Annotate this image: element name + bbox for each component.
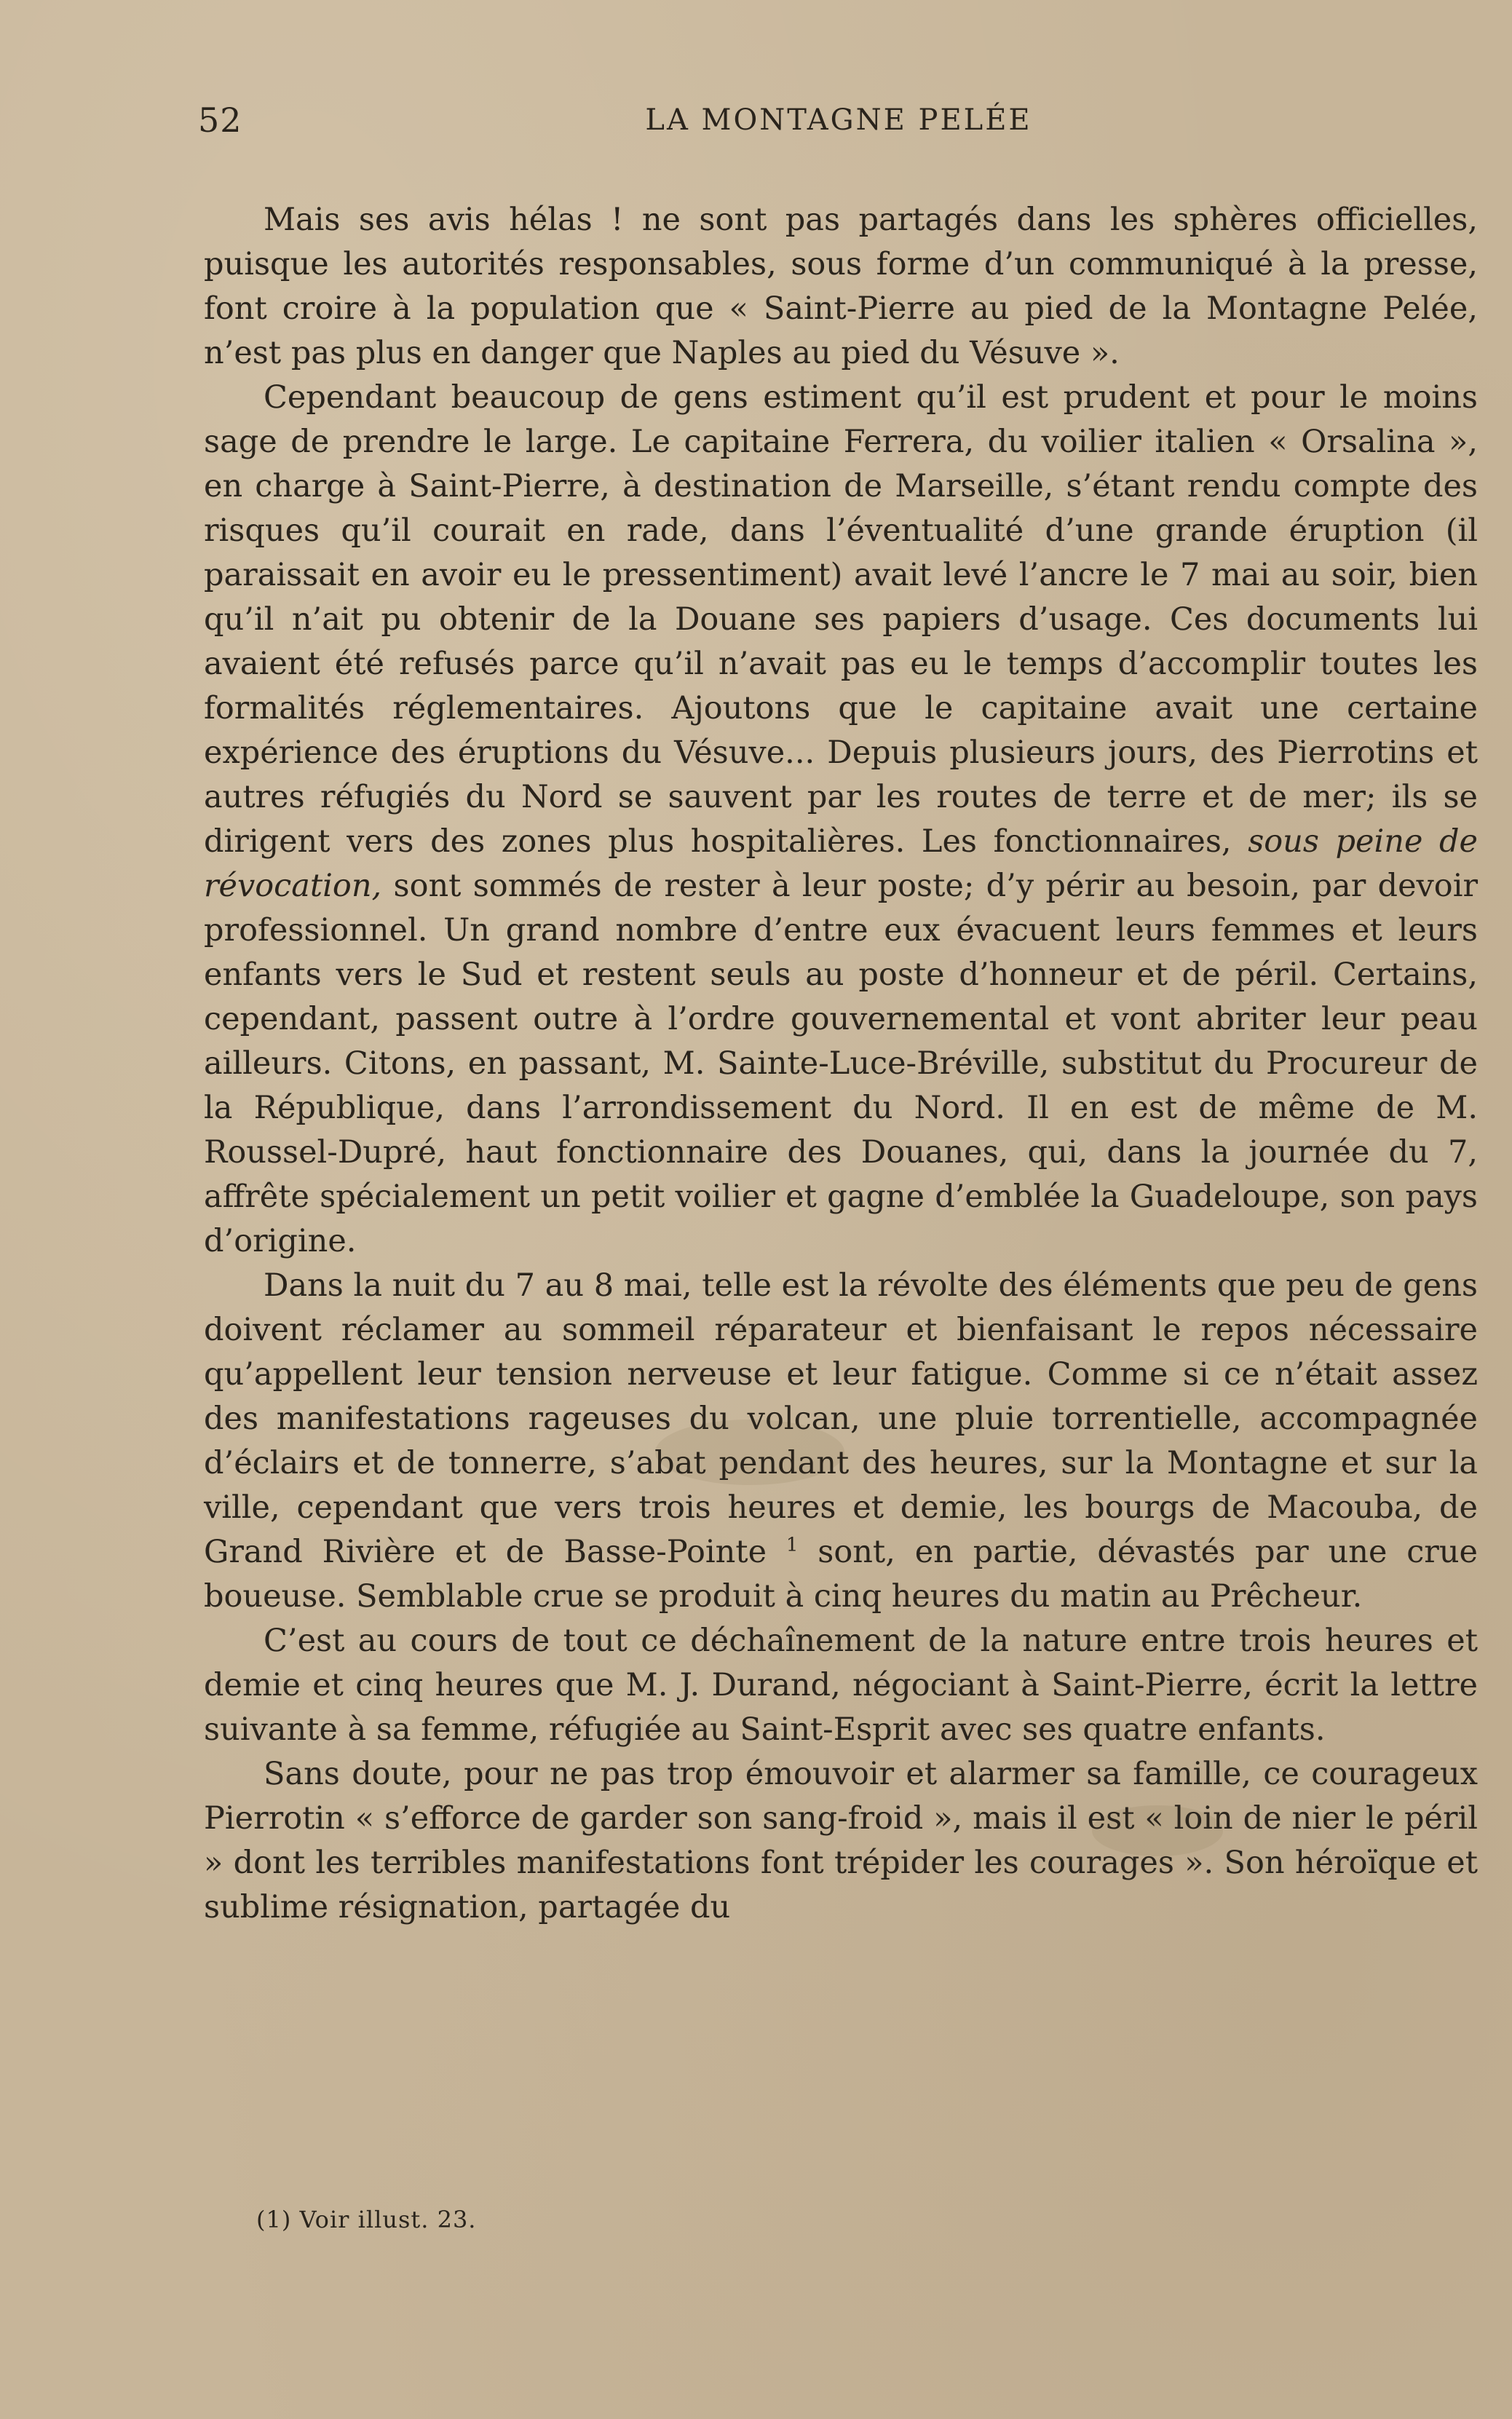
footnote-reference: 1: [785, 1534, 799, 1556]
body-text: [204, 198, 1478, 1930]
paragraph-text: Dans la nuit du 7 au 8 mai, telle est la révolte des éléments que peu de gens doivent réclamer au sommeil réparateur et bienfaisant le repos nécessaire qu’appellent leur tension nerveuse et leur fatigue. Comme si ce n’était assez des manifestations rageuses du volcan, une pluie torrentielle, accompagnée d’éclairs et de tonnerre, s’abat pendant des heures, sur la Montagne et sur la ville, cependant que vers trois heures et demie, les bourgs de Macouba, de Grand Rivière et de Basse-Pointe: [204, 1267, 1478, 1570]
paragraph: Mais ses avis hélas ! ne sont pas partagés dans les sphères officielles, puisque les autorités responsables, sous forme d’un communiqué à la presse, font croire à la population que « Saint-Pierre au pied de la Montagne Pelée, n’est pas plus en danger que Naples au pied du Vésuve ».: [204, 202, 1478, 371]
footnote: (1) Voir illust. 23.: [256, 2206, 477, 2233]
paragraph: [204, 1264, 1478, 1619]
paragraph: Sans doute, pour ne pas trop émouvoir et alarmer sa famille, ce courageux Pierrotin « s’efforce de garder son sang-froid », mais il est « loin de nier le péril » dont les terribles manifestations font trépider les courages ». Son héroïque et sublime résignation, partagée du: [204, 1756, 1478, 1925]
paragraph-text: Cependant beaucoup de gens estiment qu’il est prudent et pour le moins sage de prendre le large. Le capitaine Ferrera, du voilier italien « Orsalina », en charge à Saint-Pierre, à destination de Marseille, s’étant rendu compte des risques qu’il courait en rade, dans l’éventualité d’une grande éruption (il paraissait en avoir eu le pressentiment) avait levé l’ancre le 7 mai au soir, bien qu’il n’ait pu obtenir de la Douane ses papiers d’usage. Ces documents lui avaient été refusés parce qu’il n’avait pas eu le temps d’accomplir toutes les formalités réglementaires. Ajoutons que le capitaine avait une certaine expérience des éruptions du Vésuve... Depuis plusieurs jours, des Pierrotins et autres réfugiés du Nord se sauvent par les routes de terre et de mer; ils se dirigent vers des zones plus hospitalières. Les fonctionnaires,: [204, 379, 1478, 860]
paragraph: C’est au cours de tout ce déchaînement de la nature entre trois heures et demie et cinq heures que M. J. Durand, négociant à Saint-Pierre, écrit la lettre suivante à sa femme, réfugiée au Saint-Esprit avec ses quatre enfants.: [204, 1623, 1478, 1748]
paragraph-text: sont, en partie, dévastés par une crue boueuse. Semblable crue se produit à cinq heures du matin au Prêcheur.: [204, 1534, 1479, 1615]
paragraph-text: sont sommés de rester à leur poste; d’y périr au besoin, par devoir professionnel. Un grand nombre d’entre eux évacuent leurs femmes et leurs enfants vers le Sud et restent seuls au poste d’honneur et de péril. Certains, cependant, passent outre à l’ordre gouvernemental et vont abriter leur peau ailleurs. Citons, en passant, M. Sainte-Luce-Bréville, substitut du Procureur de la République, dans l’arrondissement du Nord. Il en est de même de M. Roussel-Dupré, haut fonctionnaire des Douanes, qui, dans la journée du 7, affrête spécialement un petit voilier et gagne d’emblée la Guadeloupe, son pays d’origine.: [204, 868, 1479, 1259]
italic-phrase: sous peine de révocation,: [204, 823, 1478, 904]
page-header: [198, 100, 1479, 144]
page-number: 52: [198, 100, 242, 140]
paragraph: [204, 376, 1478, 1264]
running-title: LA MONTAGNE PELÉE: [645, 103, 1032, 137]
